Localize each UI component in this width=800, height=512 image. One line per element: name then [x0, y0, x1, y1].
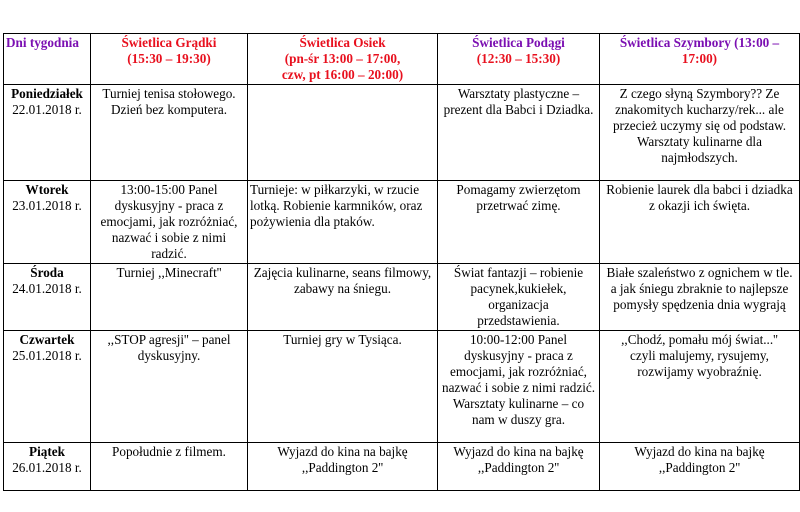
column-name: Świetlica Grądki — [121, 35, 217, 50]
column-name: Świetlica Podągi — [472, 35, 565, 50]
table-row — [4, 443, 800, 491]
activity-cell — [248, 85, 438, 181]
activity-cell: Warsztaty plastyczne – prezent dla Babci i Dziadka. — [438, 85, 600, 181]
table-row — [4, 331, 800, 443]
activity-cell: Wyjazd do kina na bajkę ,,Paddington 2'' — [600, 443, 800, 491]
activity-cell: Z czego słyną Szymbory?? Ze znakomitych kucharzy/rek... ale przecież uczymy się od podstaw. Warsztaty kulinarne dla najmłodszych. — [600, 85, 800, 181]
day-date: 23.01.2018 r. — [12, 198, 82, 213]
table-row — [4, 181, 800, 264]
day-name: Środa — [30, 265, 64, 280]
activity-cell: Wyjazd do kina na bajkę ,,Paddington 2'' — [248, 443, 438, 491]
activity-cell: Zajęcia kulinarne, seans filmowy, zabawy na śniegu. — [248, 264, 438, 331]
column-hours: (pn-śr 13:00 – 17:00, czw, pt 16:00 – 20:00) — [281, 51, 404, 82]
day-date: 24.01.2018 r. — [12, 281, 82, 296]
activity-cell: Turniej gry w Tysiąca. — [248, 331, 438, 443]
day-cell — [4, 264, 91, 331]
day-name: Wtorek — [25, 182, 69, 197]
activity-cell: Turniej tenisa stołowego. Dzień bez komputera. — [91, 85, 248, 181]
schedule-table — [3, 33, 800, 491]
column-hours: (15:30 – 19:30) — [127, 51, 211, 66]
day-name: Poniedziałek — [11, 86, 83, 101]
activity-cell: Turniej ,,Minecraft'' — [91, 264, 248, 331]
column-header-osiek — [248, 34, 438, 85]
activity-cell: Robienie laurek dla babci i dziadka z okazji ich święta. — [600, 181, 800, 264]
day-name: Czwartek — [19, 332, 75, 347]
column-header-podagi — [438, 34, 600, 85]
day-date: 26.01.2018 r. — [12, 460, 82, 475]
activity-cell: ,,STOP agresji'' – panel dyskusyjny. — [91, 331, 248, 443]
activity-cell: Wyjazd do kina na bajkę ,,Paddington 2'' — [438, 443, 600, 491]
day-column-label: Dni tygodnia — [6, 35, 79, 50]
day-date: 25.01.2018 r. — [12, 348, 82, 363]
header-row — [4, 34, 800, 85]
column-name: Świetlica Szymbory (13:00 – — [619, 35, 780, 50]
column-hours: (12:30 – 15:30) — [476, 51, 561, 66]
table-row — [4, 85, 800, 181]
activity-cell: Popołudnie z filmem. — [91, 443, 248, 491]
day-cell — [4, 85, 91, 181]
activity-cell: 13:00-15:00 Panel dyskusyjny - praca z emocjami, jak rozróżniać, nazwać i sobie z nimi radzić. — [91, 181, 248, 264]
column-header-gradki — [91, 34, 248, 85]
activity-cell: 10:00-12:00 Panel dyskusyjny - praca z emocjami, jak rozróżniać, nazwać i sobie z nimi radzić. Warsztaty kulinarne – co nam w duszy gra. — [438, 331, 600, 443]
table-row — [4, 264, 800, 331]
day-date: 22.01.2018 r. — [12, 102, 82, 117]
activity-cell: Turnieje: w piłkarzyki, w rzucie lotką. Robienie karmników, oraz pożywienia dla ptaków. — [248, 181, 438, 264]
activity-cell: Świat fantazji – robienie pacynek,kukiełek, organizacja przedstawienia. — [438, 264, 600, 331]
column-header-szymbory — [600, 34, 800, 85]
activity-cell: ,,Chodź, pomału mój świat...'' czyli malujemy, rysujemy, rozwijamy wyobraźnię. — [600, 331, 800, 443]
day-cell — [4, 331, 91, 443]
day-column-header — [4, 34, 91, 85]
activity-cell: Pomagamy zwierzętom przetrwać zimę. — [438, 181, 600, 264]
column-hours: 17:00) — [681, 51, 718, 66]
day-cell — [4, 181, 91, 264]
activity-cell: Białe szaleństwo z ognichem w tle. a jak śniegu zbraknie to najlepsze pomysły spędzenia dnia wygrają — [600, 264, 800, 331]
day-cell — [4, 443, 91, 491]
column-name: Świetlica Osiek — [299, 35, 386, 50]
day-name: Piątek — [29, 444, 65, 459]
